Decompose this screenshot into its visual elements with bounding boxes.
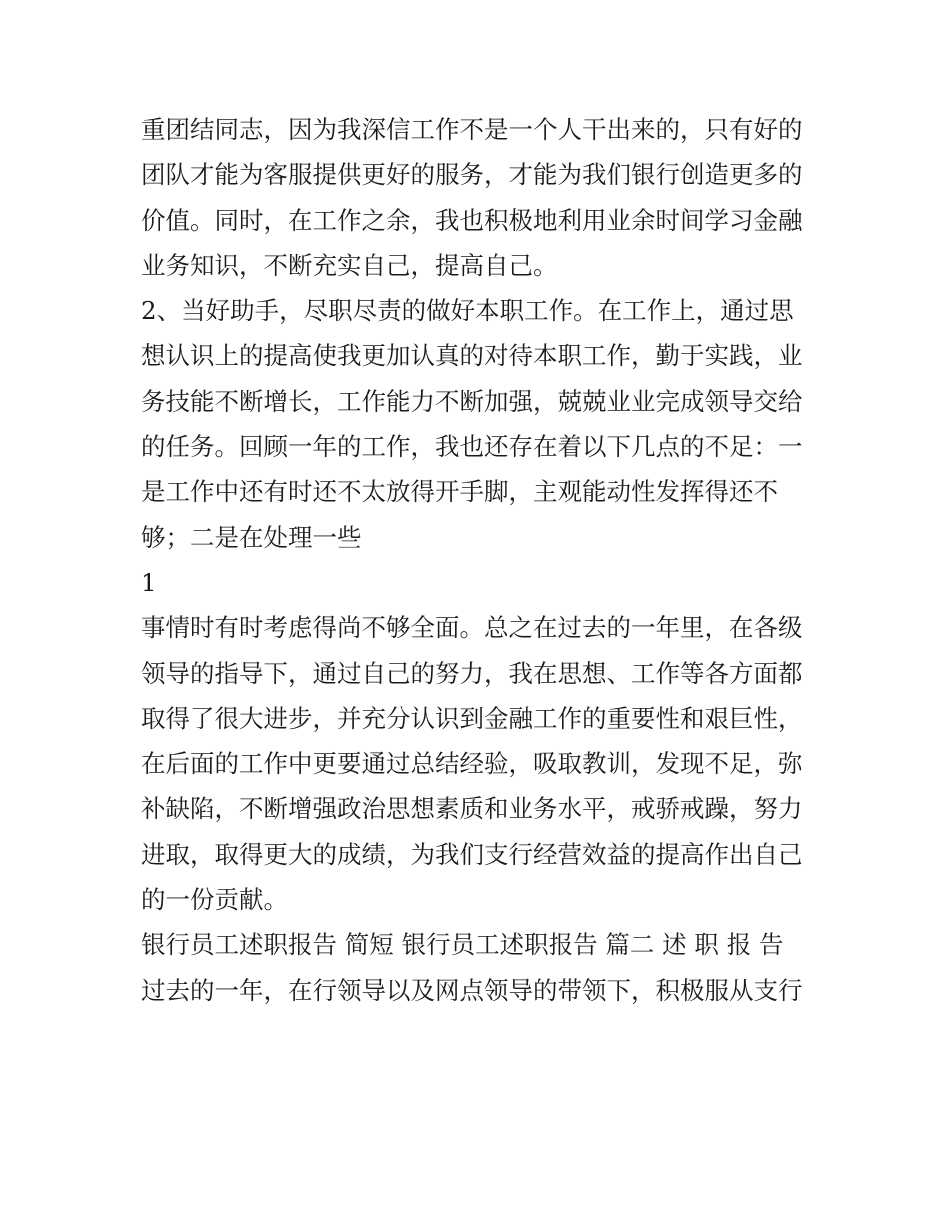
text-line: 进取，取得更大的成绩，为我们支行经营效益的提高作出自己 (141, 839, 803, 869)
text-line: 领导的指导下，通过自己的努力，我在思想、工作等各方面都 (141, 658, 803, 688)
text-line: 够；二是在处理一些 (141, 522, 362, 552)
text-line: 务技能不断增长，工作能力不断加强，兢兢业业完成领导交给 (141, 386, 803, 416)
text-line: 价值。同时，在工作之余，我也积极地利用业余时间学习金融 (141, 205, 803, 235)
document-body (141, 107, 821, 1013)
text-line: 团队才能为客服提供更好的服务，才能为我们银行创造更多的 (141, 160, 803, 190)
text-line: 的一份贡献。 (141, 885, 288, 915)
text-line: 重团结同志，因为我深信工作不是一个人干出来的，只有好的 (141, 115, 803, 144)
text-line: 业务知识，不断充实自己，提高自己。 (141, 250, 558, 280)
text-line: 补缺陷，不断增强政治思想素质和业务水平，戒骄戒躁，努力 (141, 794, 803, 824)
text-line: 是工作中还有时还不太放得开手脚，主观能动性发挥得还不 (141, 477, 778, 507)
page-number: 1 (141, 567, 157, 597)
text-line: 在后面的工作中更要通过总结经验，吸取教训，发现不足，弥 (141, 749, 803, 779)
section-heading: 银行员工述职报告 简短 银行员工述职报告 篇二 述 职 报 告 (141, 930, 784, 960)
text-line: 过去的一年，在行领导以及网点领导的带领下，积极服从支行 (141, 975, 803, 1005)
text-line: 的任务。回顾一年的工作，我也还存在着以下几点的不足：一 (141, 432, 803, 462)
text-line: 取得了很大进步，并充分认识到金融工作的重要性和艰巨性， (141, 703, 803, 733)
text-line: 事情时有时考虑得尚不够全面。总之在过去的一年里，在各级 (141, 613, 803, 643)
text-line: 2、当好助手，尽职尽责的做好本职工作。在工作上，通过思 (141, 296, 794, 326)
text-line: 想认识上的提高使我更加认真的对待本职工作，勤于实践，业 (141, 341, 803, 371)
